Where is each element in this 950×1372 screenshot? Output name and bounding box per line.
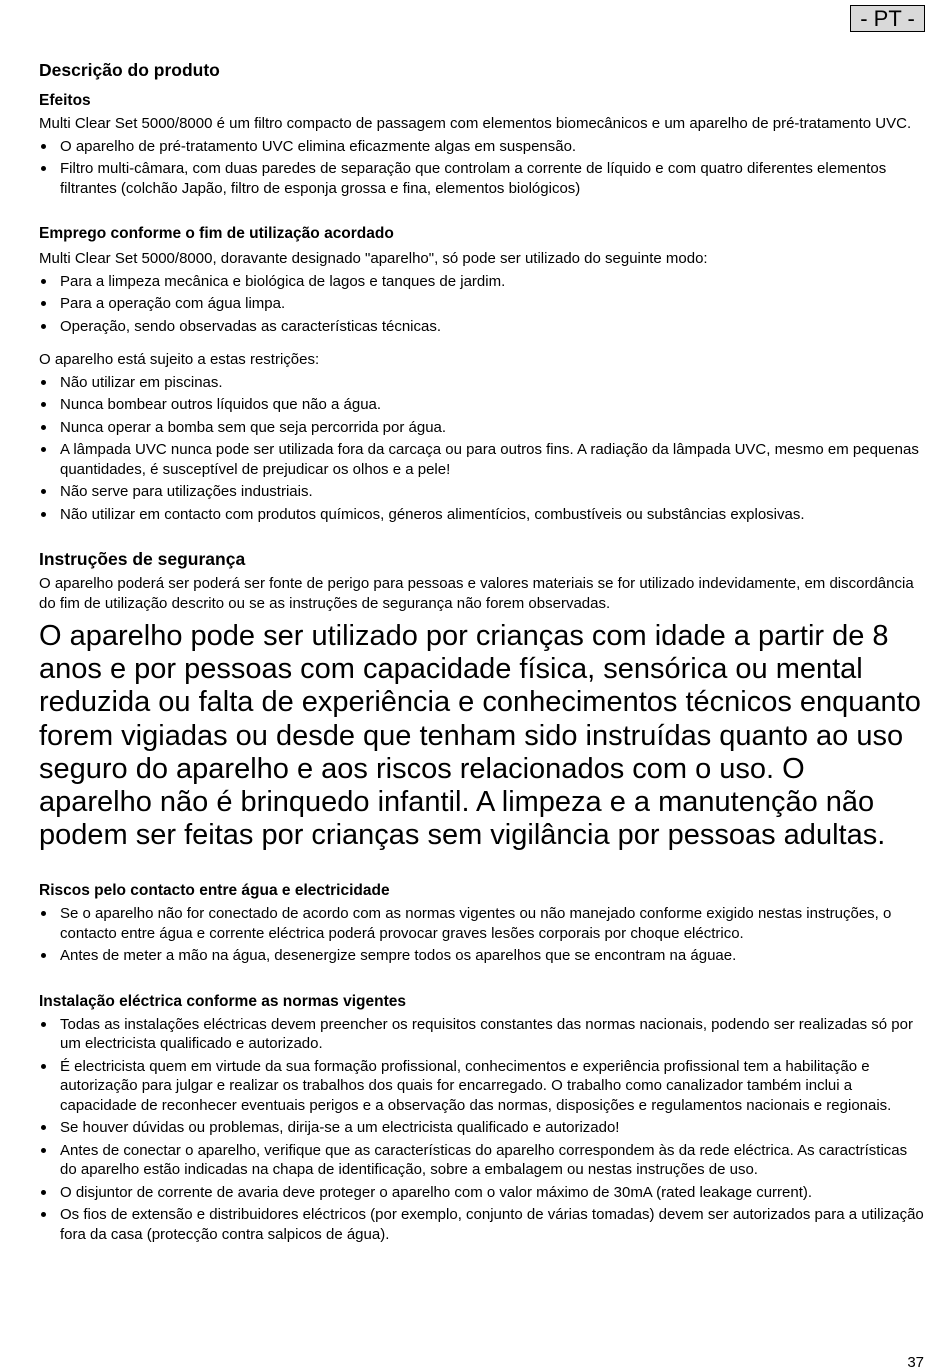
list-item: O aparelho de pré-tratamento UVC elimina eficazmente algas em suspensão. bbox=[39, 137, 924, 157]
list-item: Operação, sendo observadas as características técnicas. bbox=[39, 317, 924, 337]
section-title-electrical-installation: Instalação eléctrica conforme as normas vigentes bbox=[39, 992, 406, 1010]
list-item: Não serve para utilizações industriais. bbox=[39, 482, 924, 502]
bullet-icon bbox=[41, 1190, 46, 1195]
bullet-icon bbox=[41, 953, 46, 958]
section-title-intended-use: Emprego conforme o fim de utilização acordado bbox=[39, 225, 394, 242]
list-item: A lâmpada UVC nunca pode ser utilizada fora da carcaça ou para outros fins. A radiação da lâmpada UVC, mesmo em pequenas quantidades, é susceptível de prejudicar os olhos e a pele! bbox=[39, 440, 924, 479]
list-item: Nunca bombear outros líquidos que não a água. bbox=[39, 395, 924, 415]
list-electrical-installation bbox=[39, 1015, 924, 1245]
paragraph-intended-use: Multi Clear Set 5000/8000, doravante designado "aparelho", só pode ser utilizado do seguinte modo: bbox=[39, 250, 708, 267]
list-item: Se o aparelho não for conectado de acordo com as normas vigentes ou não manejado conforme exigido nestas instruções, o contacto entre água e corrente eléctrica poderá provocar graves lesões corporais por choque eléctrico. bbox=[39, 904, 924, 943]
list-item: Os fios de extensão e distribuidores eléctricos (por exemplo, conjunto de várias tomadas) devem ser autorizados para a utilização fora da casa (protecção contra salpicos de água). bbox=[39, 1205, 924, 1244]
list-item: Nunca operar a bomba sem que seja percorrida por água. bbox=[39, 418, 924, 438]
language-tag: - PT - bbox=[850, 5, 925, 32]
list-item: Filtro multi-câmara, com duas paredes de separação que controlam a corrente de líquido e com quatro diferentes elementos filtrantes (colchão Japão, filtro de esponja grossa e fina, elementos biológicos) bbox=[39, 159, 924, 198]
list-item: Não utilizar em piscinas. bbox=[39, 373, 924, 393]
bullet-icon bbox=[41, 301, 46, 306]
list-item: Para a limpeza mecânica e biológica de lagos e tanques de jardim. bbox=[39, 272, 924, 292]
page-content bbox=[39, 58, 924, 1244]
bullet-icon bbox=[41, 425, 46, 430]
paragraph-effects: Multi Clear Set 5000/8000 é um filtro compacto de passagem com elementos biomecânicos e um aparelho de pré-tratamento UVC. bbox=[39, 115, 912, 132]
section-title-safety: Instruções de segurança bbox=[39, 549, 246, 569]
list-item: Não utilizar em contacto com produtos químicos, géneros alimentícios, combustíveis ou substâncias explosivas. bbox=[39, 505, 924, 525]
bullet-icon bbox=[41, 1064, 46, 1069]
paragraph-restrictions: O aparelho está sujeito a estas restrições: bbox=[39, 351, 320, 368]
section-title-product-description: Descrição do produto bbox=[39, 60, 220, 80]
bullet-icon bbox=[41, 1148, 46, 1153]
bullet-icon bbox=[41, 911, 46, 916]
bullet-icon bbox=[41, 324, 46, 329]
bullet-icon bbox=[41, 1212, 46, 1217]
bullet-icon bbox=[41, 1022, 46, 1027]
bullet-icon bbox=[41, 447, 46, 452]
list-effects bbox=[39, 137, 924, 199]
list-item: Se houver dúvidas ou problemas, dirija-se a um electricista qualificado e autorizado! bbox=[39, 1118, 924, 1138]
paragraph-safety: O aparelho poderá ser poderá ser fonte de perigo para pessoas e valores materiais se for utilizado indevidamente, em discordância do fim de utilização descrito ou se as instruções de segurança não forem observadas. bbox=[39, 575, 914, 612]
bullet-icon bbox=[41, 1125, 46, 1130]
section-title-electric-risk: Riscos pelo contacto entre água e electricidade bbox=[39, 882, 390, 900]
bullet-icon bbox=[41, 402, 46, 407]
list-restrictions bbox=[39, 373, 924, 525]
bullet-icon bbox=[41, 144, 46, 149]
paragraph-safety-children: O aparelho pode ser utilizado por crianças com idade a partir de 8 anos e por pessoas com capacidade física, sensórica ou mental reduzida ou falta de experiência e conhecimentos técnicos enquanto forem vigiadas ou desde que tenham sido instruídas quanto ao uso seguro do aparelho e aos riscos relacionados com o uso. O aparelho não é brinquedo infantil. A limpeza e a manutenção não podem ser feitas por crianças sem vigilância por pessoas adultas. bbox=[39, 620, 921, 852]
bullet-icon bbox=[41, 166, 46, 171]
subsection-title-effects: Efeitos bbox=[39, 92, 91, 109]
list-intended-use bbox=[39, 272, 924, 337]
bullet-icon bbox=[41, 489, 46, 494]
list-electric-risk bbox=[39, 904, 924, 966]
bullet-icon bbox=[41, 279, 46, 284]
page-number: 37 bbox=[907, 1354, 924, 1371]
list-item: Antes de meter a mão na água, desenergize sempre todos os aparelhos que se encontram na águae. bbox=[39, 946, 924, 966]
list-item: Para a operação com água limpa. bbox=[39, 294, 924, 314]
list-item: Antes de conectar o aparelho, verifique que as características do aparelho correspondem às da rede eléctrica. As caractrísticas do aparelho estão indicadas na chapa de identificação, sobre a embalagem ou nestas instruções de uso. bbox=[39, 1141, 924, 1180]
list-item: O disjuntor de corrente de avaria deve proteger o aparelho com o valor máximo de 30mA (rated leakage current). bbox=[39, 1183, 924, 1203]
list-item: Todas as instalações eléctricas devem preencher os requisitos constantes das normas nacionais, podendo ser realizadas só por um electricista qualificado e autorizado. bbox=[39, 1015, 924, 1054]
bullet-icon bbox=[41, 380, 46, 385]
list-item: É electricista quem em virtude da sua formação profissional, conhecimentos e experiência profissional tem a habilitação e autorização para julgar e realizar os trabalhos dos quais for encarregado. O trabalho como canalizador também inclui a capacidade de reconhecer eventuais perigos e a observação das normas, disposições e regulamentos nacionais e regionais. bbox=[39, 1057, 924, 1116]
bullet-icon bbox=[41, 512, 46, 517]
